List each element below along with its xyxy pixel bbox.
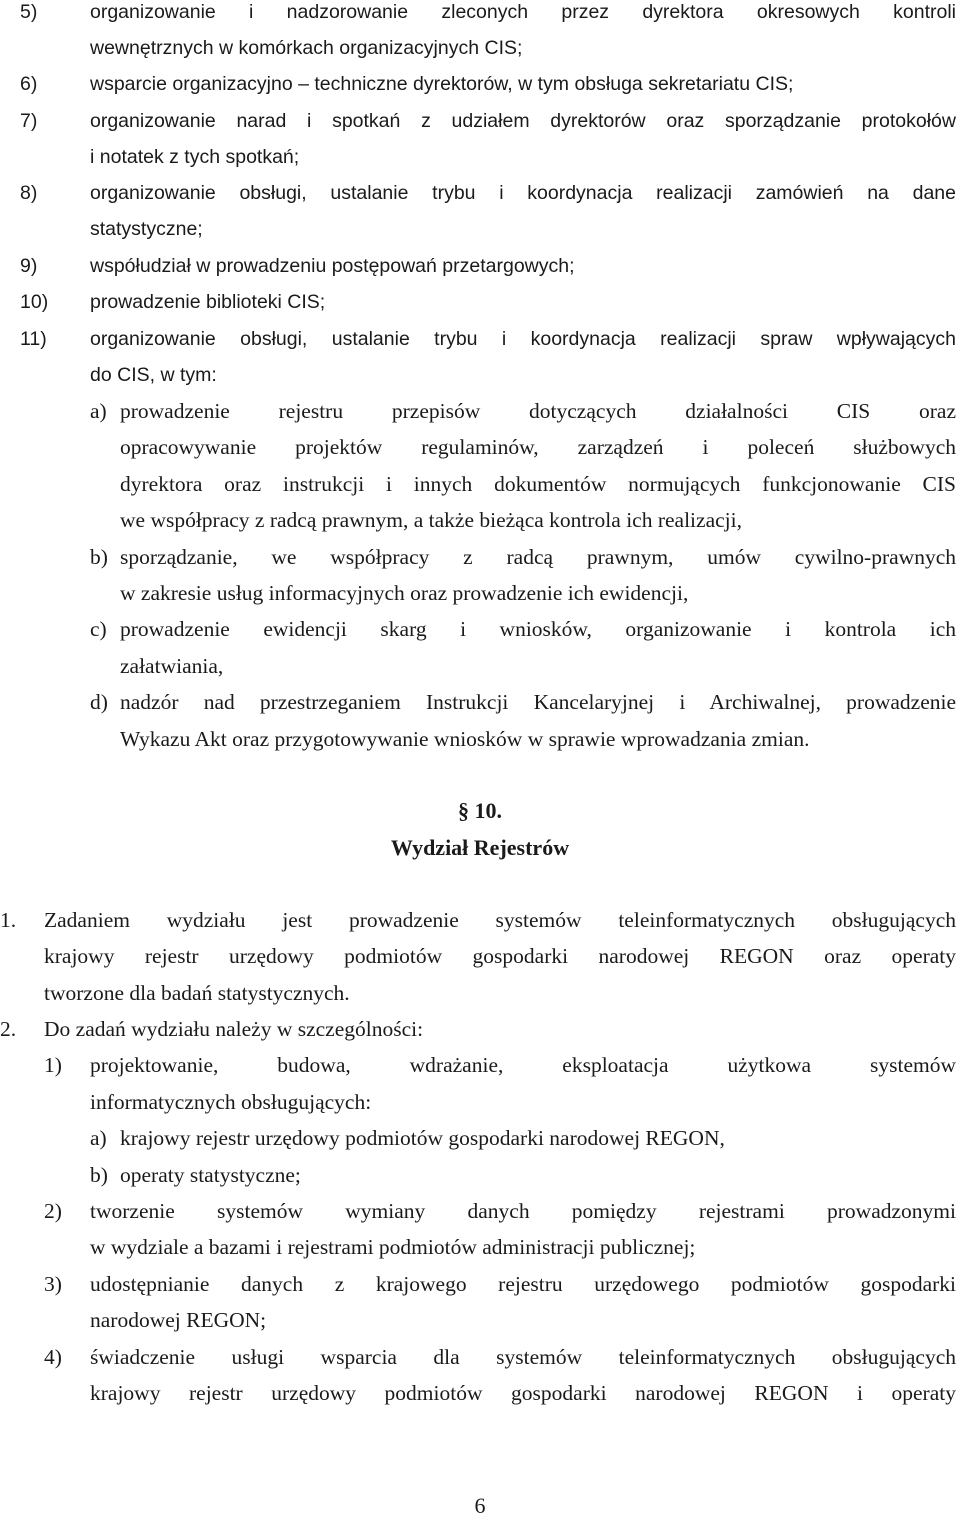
task-sub-text: krajowy rejestr urzędowy podmiotów gospodarki narodowej REGON,: [120, 1126, 725, 1150]
task-number: 4): [44, 1345, 62, 1369]
list-text: współudział w prowadzeniu postępowań przetargowych;: [90, 255, 575, 277]
task-sub-letter: b): [90, 1163, 108, 1187]
task-number: 2): [44, 1199, 62, 1223]
list-text: prowadzenie biblioteki CIS;: [90, 291, 326, 313]
list-text: wewnętrznych w komórkach organizacyjnych CIS;: [90, 37, 523, 59]
task-text: w wydziale a bazami i rejestrami podmiotów administracji publicznej;: [90, 1235, 696, 1259]
task-number: 3): [44, 1272, 62, 1296]
sub-list-text: opracowywanie projektów regulaminów, zarządzeń i poleceń służbowych: [120, 435, 956, 459]
list-text: do CIS, w tym:: [90, 364, 217, 386]
sub-list-text: prowadzenie rejestru przepisów dotyczących działalności CIS oraz: [120, 399, 956, 423]
list-text: organizowanie obsługi, ustalanie trybu i koordynacja realizacji zamówień na dane: [90, 182, 956, 204]
sub-list-text: we współpracy z radcą prawnym, a także bieżąca kontrola ich realizacji,: [120, 508, 742, 532]
task-text: krajowy rejestr urzędowy podmiotów gospodarki narodowej REGON i operaty: [90, 1381, 956, 1405]
task-text: tworzenie systemów wymiany danych pomiędzy rejestrami prowadzonymi: [90, 1199, 956, 1223]
sub-list-letter: d): [90, 690, 108, 714]
paragraph-text: Zadaniem wydziału jest prowadzenie systemów teleinformatycznych obsługujących: [44, 908, 956, 932]
list-number: 5): [20, 1, 38, 23]
task-sub-text: operaty statystyczne;: [120, 1163, 301, 1187]
sub-list-text: sporządzanie, we współpracy z radcą prawnym, umów cywilno-prawnych: [120, 545, 956, 569]
sub-list-text: nadzór nad przestrzeganiem Instrukcji Kancelaryjnej i Archiwalnej, prowadzenie: [120, 690, 956, 714]
section-number: § 10.: [458, 798, 502, 823]
section-title: Wydział Rejestrów: [390, 835, 570, 860]
list-text: wsparcie organizacyjno – techniczne dyrektorów, w tym obsługa sekretariatu CIS;: [90, 73, 794, 95]
list-text: organizowanie i nadzorowanie zleconych przez dyrektora okresowych kontroli: [90, 1, 956, 23]
sub-list-text: w zakresie usług informacyjnych oraz prowadzenie ich ewidencji,: [120, 581, 689, 605]
paragraph-text: Do zadań wydziału należy w szczególności:: [44, 1017, 424, 1041]
sub-list-text: załatwiania,: [120, 654, 224, 678]
task-text: narodowej REGON;: [90, 1308, 267, 1332]
list-number: 6): [20, 73, 38, 95]
page-number: 6: [474, 1493, 486, 1518]
task-text: świadczenie usługi wsparcia dla systemów teleinformatycznych obsługujących: [90, 1345, 956, 1369]
task-text: projektowanie, budowa, wdrażanie, eksploatacja użytkowa systemów: [90, 1053, 956, 1077]
task-sub-letter: a): [90, 1126, 107, 1150]
paragraph-number: 2.: [0, 1017, 17, 1041]
task-number: 1): [44, 1053, 62, 1077]
sub-list-text: dyrektora oraz instrukcji i innych dokumentów normujących funkcjonowanie CIS: [120, 472, 956, 496]
list-number: 10): [20, 291, 49, 313]
sub-list-letter: c): [90, 617, 107, 641]
list-text: i notatek z tych spotkań;: [90, 146, 300, 168]
list-text: organizowanie narad i spotkań z udziałem dyrektorów oraz sporządzanie protokołów: [90, 110, 956, 132]
sub-list-letter: b): [90, 545, 108, 569]
task-text: udostępnianie danych z krajowego rejestru urzędowego podmiotów gospodarki: [90, 1272, 956, 1296]
list-text: organizowanie obsługi, ustalanie trybu i koordynacja realizacji spraw wpływających: [90, 328, 956, 350]
sub-list-text: Wykazu Akt oraz przygotowywanie wniosków w sprawie wprowadzania zmian.: [120, 727, 810, 751]
paragraph-text: tworzone dla badań statystycznych.: [44, 981, 350, 1005]
paragraph-text: krajowy rejestr urzędowy podmiotów gospodarki narodowej REGON oraz operaty: [44, 944, 956, 968]
sub-list-text: prowadzenie ewidencji skarg i wniosków, organizowanie i kontrola ich: [120, 617, 956, 641]
list-number: 9): [20, 255, 38, 277]
list-number: 11): [20, 328, 47, 350]
list-number: 8): [20, 182, 38, 204]
list-text: statystyczne;: [90, 218, 203, 240]
list-number: 7): [20, 110, 38, 132]
paragraph-number: 1.: [0, 908, 17, 932]
task-text: informatycznych obsługujących:: [90, 1090, 372, 1114]
sub-list-letter: a): [90, 399, 107, 423]
